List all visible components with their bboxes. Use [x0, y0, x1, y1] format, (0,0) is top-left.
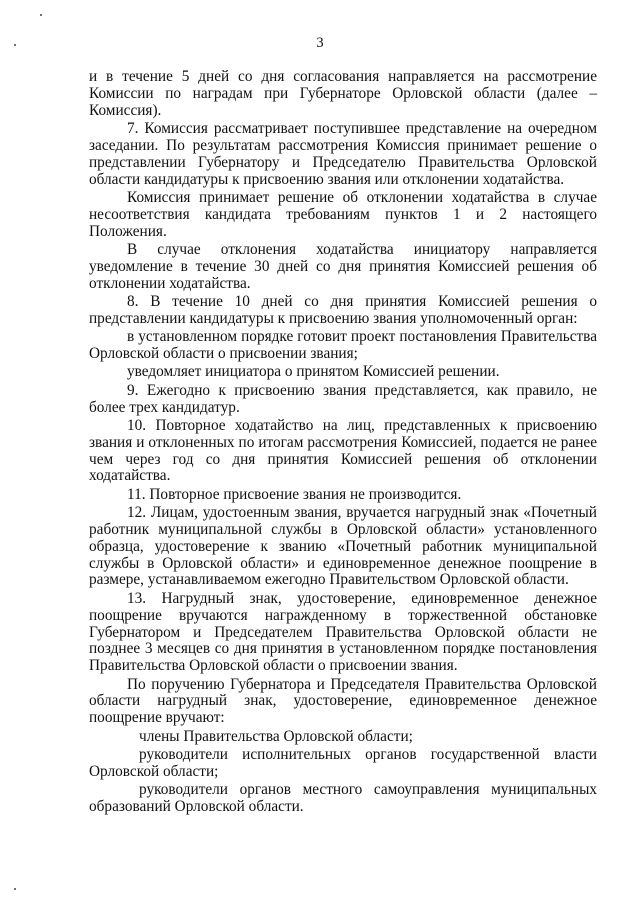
document-body	[89, 69, 597, 817]
paragraph: В случае отклонения ходатайства инициатору направляется уведомление в течение 30 дней со дня принятия Комиссией решения об отклонении ходатайства.	[89, 240, 597, 292]
scan-speck	[14, 888, 16, 890]
paragraph: 9. Ежегодно к присвоению звания представляется, как правило, не более трех кандидатур.	[89, 381, 597, 416]
paragraph: и в течение 5 дней со дня согласования направляется на рассмотрение Комиссии по наградам при Губернаторе Орловской области (далее – Комиссия).	[89, 68, 597, 119]
paragraph: 12. Лицам, удостоенным звания, вручается нагрудный знак «Почетный работник муниципальной службы в Орловской области» установленного образца, удостоверение к званию «Почетный работник муниципальной службы в Орловской области» и единовременное денежное поощрение в размере, устанавливаемом ежегодно Правительством Орловской области.	[89, 504, 597, 589]
list-item: руководители исполнительных органов государственной власти Орловской области;	[89, 745, 597, 780]
list-item: члены Правительства Орловской области;	[139, 727, 413, 745]
paragraph: 10. Повторное ходатайство на лиц, представленных к присвоению звания и отклоненных по итогам рассмотрения Комиссией, подается не ранее чем через год со дня принятия Комиссией решения об отклонении ходатайства.	[89, 416, 597, 485]
scan-speck	[40, 14, 42, 16]
paragraph: уведомляет инициатора о принятом Комиссией решении.	[127, 363, 500, 381]
paragraph: По поручению Губернатора и Председателя Правительства Орловской области нагрудный знак, удостоверение, единовременное денежное поощрение вручают:	[89, 675, 597, 727]
list-item: руководители органов местного самоуправления муниципальных образований Орловской области.	[89, 781, 597, 815]
paragraph: 11. Повторное присвоение звания не производится.	[127, 485, 462, 503]
paragraph: в установленном порядке готовит проект постановления Правительства Орловской области о присвоении звания;	[89, 328, 597, 362]
paragraph: 7. Комиссия рассматривает поступившее представление на очередном заседании. По результатам рассмотрения Комиссия принимает решение о представлении Губернатору и Председателю Правительства Орловской области кандидатуры к присвоению звания или отклонении ходатайства.	[89, 120, 597, 188]
paragraph: Комиссия принимает решение об отклонении ходатайства в случае несоответствия кандидата требованиям пунктов 1 и 2 настоящего Положения.	[89, 188, 597, 240]
paragraph: 8. В течение 10 дней со дня принятия Комиссией решения о представлении кандидатуры к присвоению звания уполномоченный орган:	[89, 292, 597, 327]
page-number: 3	[316, 35, 324, 51]
paragraph: 13. Нагрудный знак, удостоверение, единовременное денежное поощрение вручаются награжденному в торжественной обстановке Губернатором и Председателем Правительства Орловской области не позднее 3 месяцев со дня принятия в установленном порядке постановления Правительства Орловской области о присвоении звания.	[89, 589, 597, 675]
